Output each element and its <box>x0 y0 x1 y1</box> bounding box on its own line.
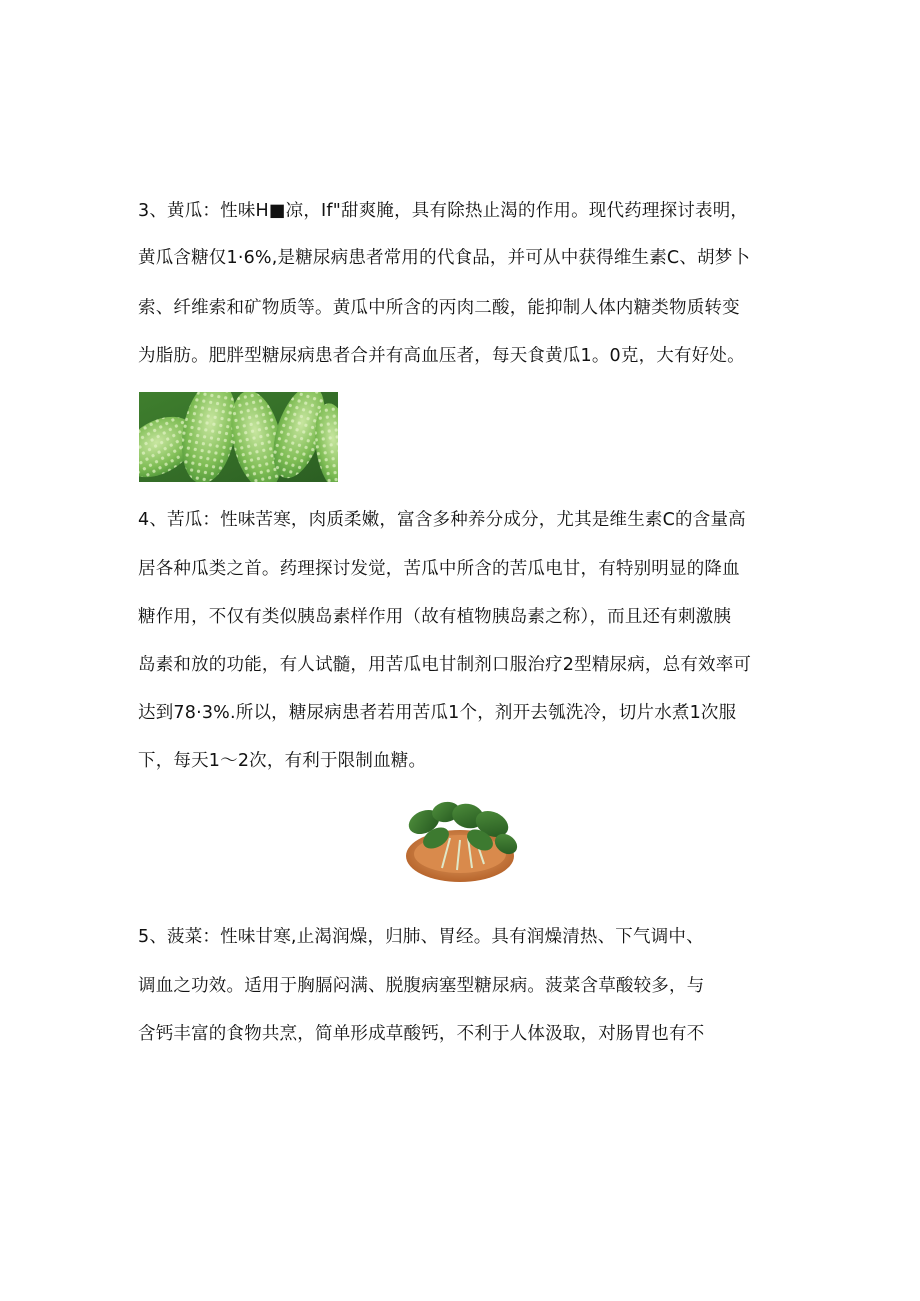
spinach-basket-photo <box>402 798 520 884</box>
spinach-line: 5、菠菜：性味甘寒,止渴润燥，归肺、胃经。具有润燥清热、下气调中、 <box>138 927 704 947</box>
cucumber-line: 为脂肪。肥胖型糖尿病患者合并有高血压者，每天食黄瓜1。0克，大有好处。 <box>138 346 745 366</box>
bitter-melon-line: 糖作用，不仅有类似胰岛素样作用（故有植物胰岛素之称），而且还有刺激胰 <box>138 607 732 627</box>
bitter-melon-line: 下，每天1～2次，有利于限制血糖。 <box>138 751 427 771</box>
bitter-melon-line: 居各种瓜类之首。药理探讨发觉，苦瓜中所含的苦瓜电甘，有特别明显的降血 <box>138 559 740 579</box>
bitter-melon-line: 达到78·3%.所以，糖尿病患者若用苦瓜1个，剂开去瓠洗冷，切片水煮1次服 <box>138 703 737 723</box>
spinach-line: 调血之功效。适用于胸膈闷满、脱腹病塞型糖尿病。菠菜含草酸较多，与 <box>138 976 705 996</box>
bitter-melon-photo <box>139 392 338 482</box>
cucumber-line: 索、纤维索和矿物质等。黄瓜中所含的丙肉二酸，能抑制人体内糖类物质转变 <box>138 298 740 318</box>
cucumber-line: 黄瓜含糖仅1·6%,是糖尿病患者常用的代食品，并可从中获得维生素C、胡梦卜 <box>138 248 751 268</box>
bitter-melon-line: 岛素和放的功能，有人试髓，用苦瓜电甘制剂口服治疗2型精尿病，总有效率可 <box>138 655 752 675</box>
bitter-melon-line: 4、苦瓜：性味苦寒，肉质柔嫩，富含多种养分成分，尤其是维生素C的含量高 <box>138 510 746 530</box>
cucumber-line: 3、黄瓜：性味H■凉，If"甜爽腌，具有除热止渴的作用。现代药理探讨表明， <box>138 201 749 221</box>
spinach-line: 含钙丰富的食物共烹，简单形成草酸钙，不利于人体汲取，对肠胃也有不 <box>138 1024 705 1044</box>
